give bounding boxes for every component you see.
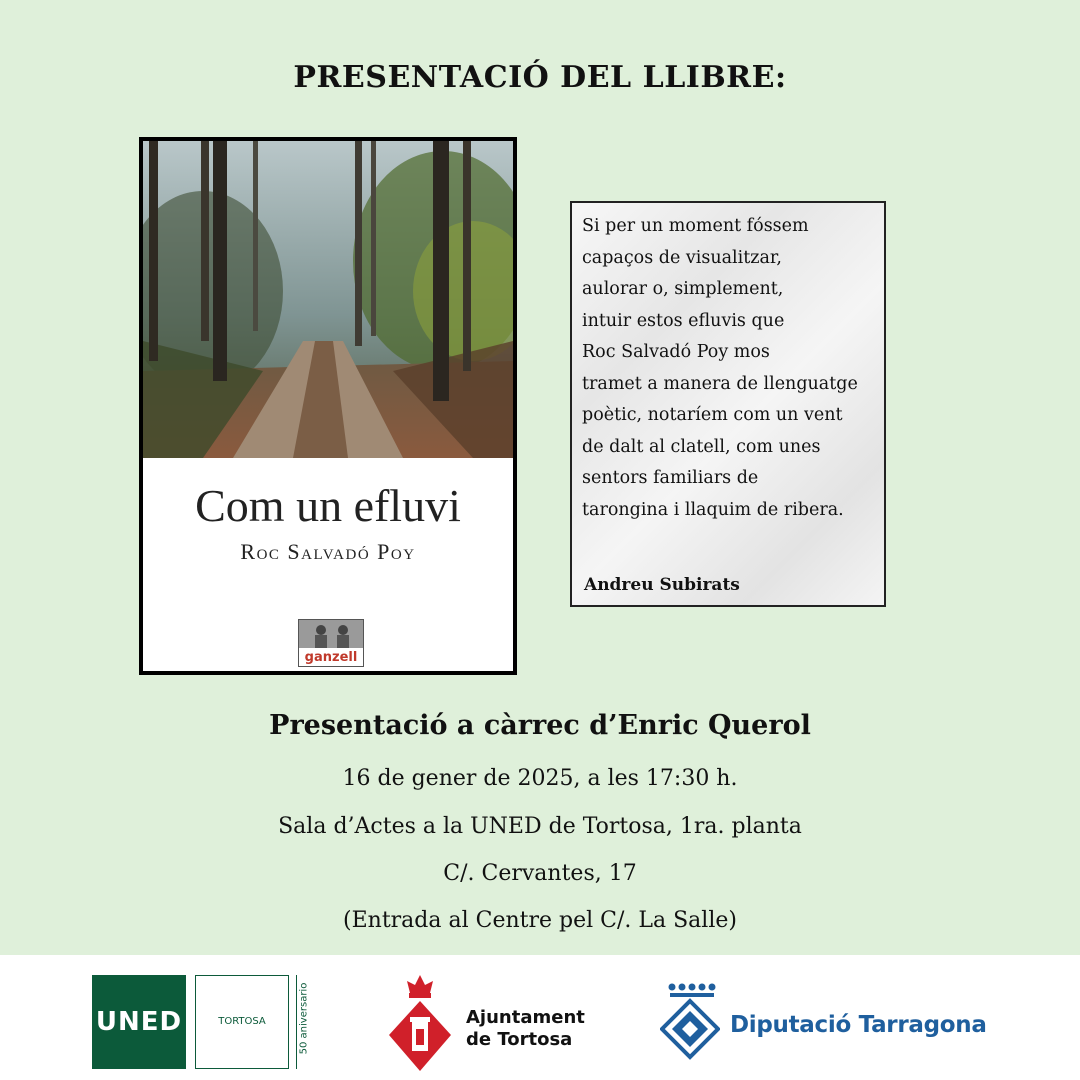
uned-tortosa-label: TORTOSA: [195, 975, 289, 1069]
quote-line: tramet a manera de llenguatge: [582, 373, 858, 394]
quote-author: Andreu Subirats: [584, 575, 740, 595]
ajuntament-line2: de Tortosa: [466, 1029, 573, 1050]
event-entrance: (Entrada al Centre pel C/. La Salle): [343, 908, 737, 933]
quote-line: poètic, notaríem com un vent: [582, 405, 843, 425]
diputacio-emblem-icon: [660, 981, 720, 1067]
book-author: Roc Salvadó Poy: [240, 539, 416, 564]
quote-line: de dalt al clatell, com unes: [582, 436, 821, 457]
quote-line: capaços de visualitzar,: [582, 247, 782, 268]
quote-line: tarongina i llaquim de ribera.: [582, 499, 844, 520]
publisher-name: ganzell: [304, 650, 358, 665]
forest-path-photo: [143, 141, 513, 458]
event-venue: Sala d’Actes a la UNED de Tortosa, 1ra. planta: [278, 814, 802, 839]
book-cover: [139, 137, 517, 675]
quote-line: Roc Salvadó Poy mos: [582, 342, 770, 362]
presenter-heading: Presentació a càrrec d’Enric Querol: [269, 710, 811, 741]
event-address: C/. Cervantes, 17: [443, 861, 637, 886]
quote-line: aulorar o, simplement,: [582, 279, 784, 299]
publisher-photo: [299, 620, 363, 648]
ajuntament-line1: Ajuntament: [466, 1007, 585, 1028]
uned-logo: UNED: [92, 975, 186, 1069]
anniversary-text: 50 aniversario: [298, 982, 310, 1055]
diputacio-logo-text: Diputació Tarragona: [730, 1012, 987, 1038]
quote-box: [570, 201, 886, 607]
sponsor-footer: [0, 955, 1080, 1080]
publisher-logo: [298, 619, 364, 667]
quote-line: intuir estos efluvis que: [582, 310, 785, 331]
quote-line: sentors familiars de: [582, 468, 759, 488]
quote-line: Si per un moment fóssem: [582, 216, 809, 236]
tortosa-shield-icon: [385, 973, 455, 1073]
event-date: 16 de gener de 2025, a les 17:30 h.: [342, 766, 738, 791]
book-title: Com un efluvi: [195, 480, 461, 531]
ajuntament-logo-text: [466, 1007, 585, 1051]
page-title: PRESENTACIÓ DEL LLIBRE:: [293, 60, 787, 95]
uned-anniversary: [296, 975, 313, 1069]
